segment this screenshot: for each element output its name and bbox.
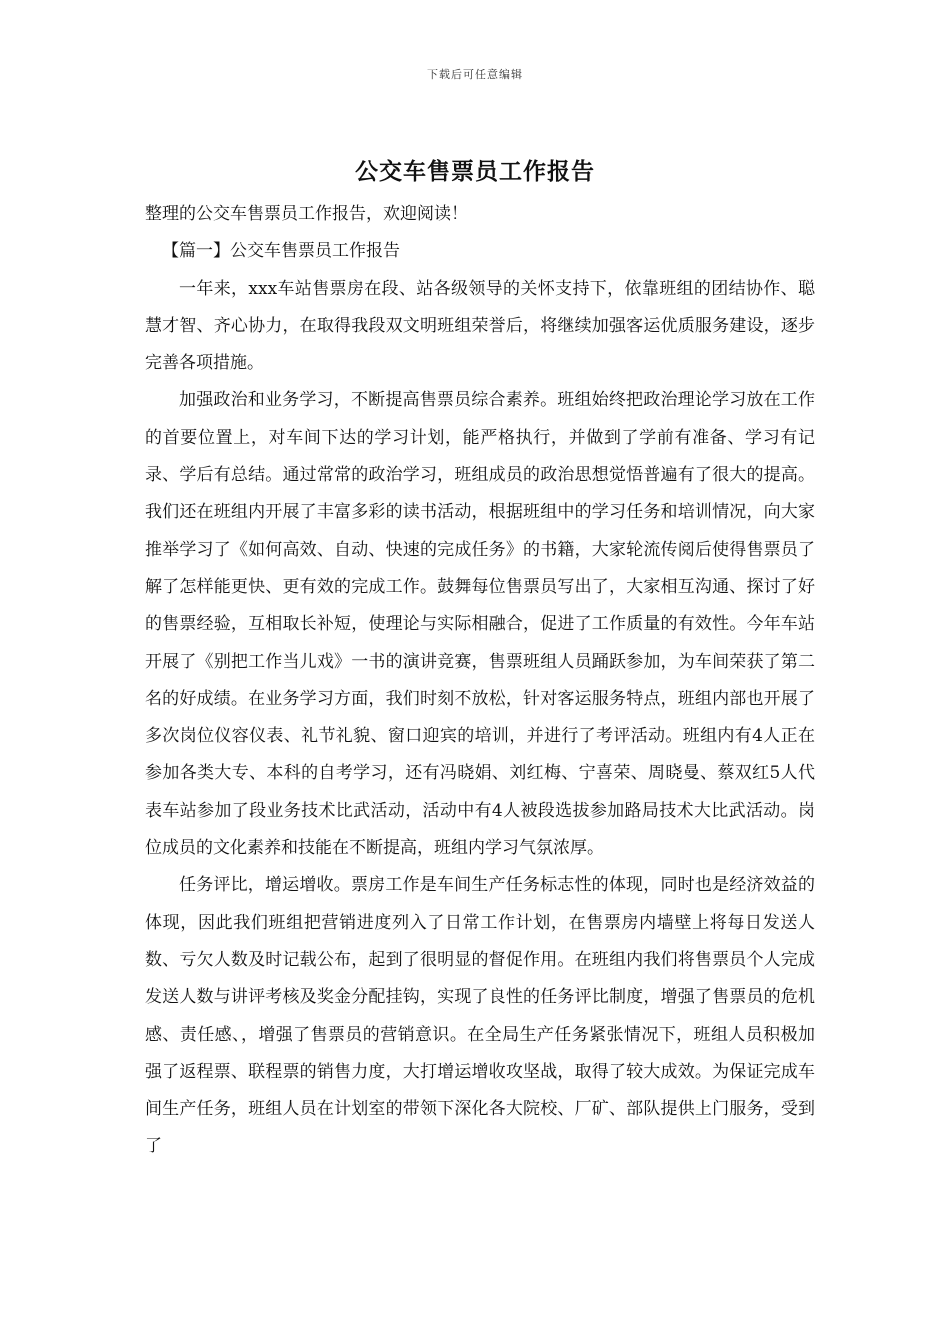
document-body (145, 196, 815, 1166)
body-paragraph: 任务评比，增运增收。票房工作是车间生产任务标志性的体现，同时也是经济效益的体现，因此我们班组把营销进度列入了日常工作计划，在售票房内墙壁上将每日发送人数、亏欠人数及时记载公布，起到了很明显的督促作用。在班组内我们将售票员个人完成发送人数与讲评考核及奖金分配挂钩，实现了良性的任务评比制度，增强了售票员的危机感、责任感、，增强了售票员的营销意识。在全局生产任务紧张情况下，班组人员积极加强了返程票、联程票的销售力度，大打增运增收攻坚战，取得了较大成效。为保证完成车间生产任务，班组人员在计划室的带领下深化各大院校、厂矿、部队提供上门服务，受到了 (145, 875, 815, 1157)
intro-paragraph: 整理的公交车售票员工作报告，欢迎阅读！ (145, 204, 468, 224)
header-note: 下载后可任意编辑 (427, 68, 523, 81)
document-title: 公交车售票员工作报告 (355, 158, 595, 185)
section-heading: 【篇一】公交车售票员工作报告 (162, 241, 400, 262)
body-paragraph: 一年来，xxx车站售票房在段、站各级领导的关怀支持下，依靠班组的团结协作、聪慧才智、齐心协力，在取得我段双文明班组荣誉后，将继续加强客运优质服务建设，逐步完善各项措施。 (145, 278, 815, 374)
body-paragraph: 加强政治和业务学习，不断提高售票员综合素养。班组始终把政治理论学习放在工作的首要位置上，对车间下达的学习计划，能严格执行，并做到了学前有准备、学习有记录、学后有总结。通过常常的政治学习，班组成员的政治思想觉悟普遍有了很大的提高。我们还在班组内开展了丰富多彩的读书活动，根据班组中的学习任务和培训情况，向大家推举学习了《如何高效、自动、快速的完成任务》的书籍，大家轮流传阅后使得售票员了解了怎样能更快、更有效的完成工作。鼓舞每位售票员写出了，大家相互沟通、探讨了好的售票经验，互相取长补短，使理论与实际相融合，促进了工作质量的有效性。今年车站开展了《别把工作当儿戏》一书的演讲竞赛，售票班组人员踊跃参加，为车间荣获了第二名的好成绩。在业务学习方面，我们时刻不放松，针对客运服务特点，班组内部也开展了多次岗位仪容仪表、礼节礼貌、窗口迎宾的培训，并进行了考评活动。班组内有4人正在参加各类大专、本科的自考学习，还有冯晓娟、刘红梅、宁喜荣、周晓曼、蔡双红5人代表车站参加了段业务技术比武活动，活动中有4人被段选拔参加路局技术大比武活动。岗位成员的文化素养和技能在不断提高，班组内学习气氛浓厚。 (145, 390, 815, 859)
